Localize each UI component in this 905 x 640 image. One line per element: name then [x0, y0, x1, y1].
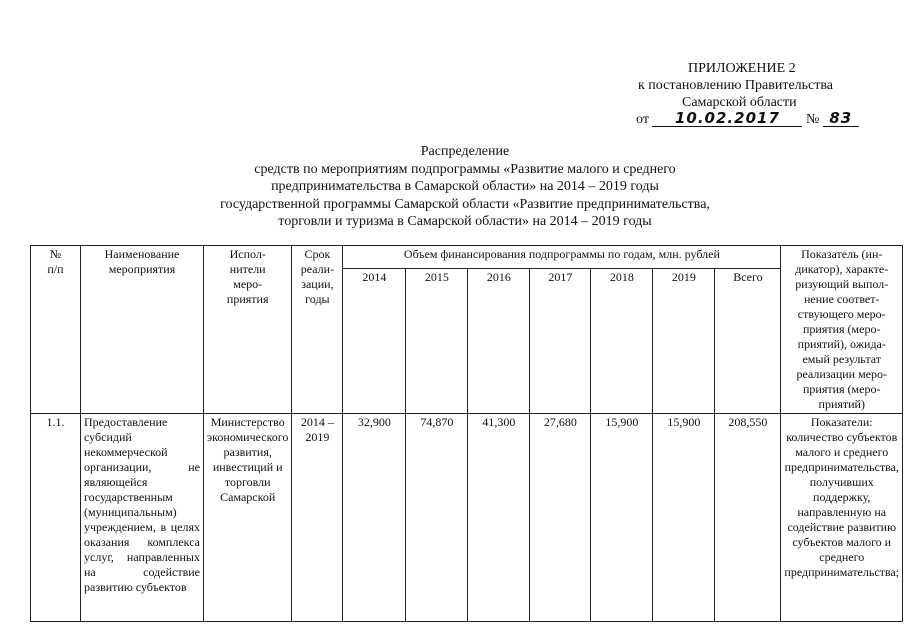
header-year: 2019: [653, 269, 715, 414]
financing-table: [30, 245, 903, 622]
appendix-header: [600, 60, 860, 128]
header-num: № п/п: [31, 246, 81, 414]
header-executor: Испол- нители меро- приятия: [204, 246, 292, 414]
title-line-4: государственной программы Самарской области «Развитие предпринимательства,: [220, 196, 710, 212]
header-term: Срок реали- зации, годы: [292, 246, 343, 414]
row-value-2015: 74,870: [406, 414, 468, 622]
header-financing: Объем финансирования подпрограммы по годам, млн. рублей: [343, 246, 781, 269]
appendix-date-line: [600, 111, 860, 128]
header-name: Наименование мероприятия: [81, 246, 204, 414]
header-year: 2014: [343, 269, 406, 414]
row-value-2018: 15,900: [591, 414, 653, 622]
row-name: Предоставление субсидий некоммерческой организации, не являющейся государственным (муниципальным) учреждением, в целях оказания комплекса услуг, направленных на содействие развитию субъектов: [81, 414, 204, 622]
row-executor: Министерство экономического развития, инвестиций и торговли Самарской: [204, 414, 292, 622]
document-title: [120, 143, 810, 231]
row-value-2016: 41,300: [468, 414, 530, 622]
header-year: 2015: [406, 269, 468, 414]
row-value-total: 208,550: [715, 414, 781, 622]
number-label: №: [805, 112, 820, 127]
row-term: 2014 – 2019: [292, 414, 343, 622]
title-line-1: Распределение: [420, 144, 510, 159]
row-num: 1.1.: [31, 414, 81, 622]
handwritten-date: 10.02.2017: [652, 111, 802, 127]
row-value-2017: 27,680: [530, 414, 591, 622]
header-total: Всего: [715, 269, 781, 414]
title-line-2: средств по мероприятиям подпрограммы «Развитие малого и среднего: [254, 161, 676, 177]
table-row: [31, 414, 903, 622]
appendix-title: ПРИЛОЖЕНИЕ 2: [688, 61, 796, 76]
row-value-2019: 15,900: [653, 414, 715, 622]
row-indicator: Показатели: количество субъектов малого и среднего предпринимательства, получивших поддержку, направленную на содействие развитию субъектов малого и среднего предпринимательства;: [781, 414, 903, 622]
from-label: от: [636, 112, 649, 127]
title-line-5: торговли и туризма в Самарской области» на 2014 – 2019 годы: [278, 214, 652, 229]
appendix-resolution-line: к постановлению Правительства: [638, 78, 834, 93]
header-indicator: Показатель (ин- дикатор), характе- ризующий выпол- нение соответ- ствующего меро- приятия (меро- приятий), ожида- емый результат реализации меро- приятия (меро- приятий): [781, 246, 903, 414]
header-year: 2017: [530, 269, 591, 414]
handwritten-number: 83: [823, 111, 859, 127]
table-header-row: [31, 246, 903, 269]
header-year: 2018: [591, 269, 653, 414]
header-year: 2016: [468, 269, 530, 414]
appendix-region-line: Самарской области: [682, 95, 797, 110]
row-value-2014: 32,900: [343, 414, 406, 622]
title-line-3: предпринимательства в Самарской области» на 2014 – 2019 годы: [271, 179, 659, 194]
